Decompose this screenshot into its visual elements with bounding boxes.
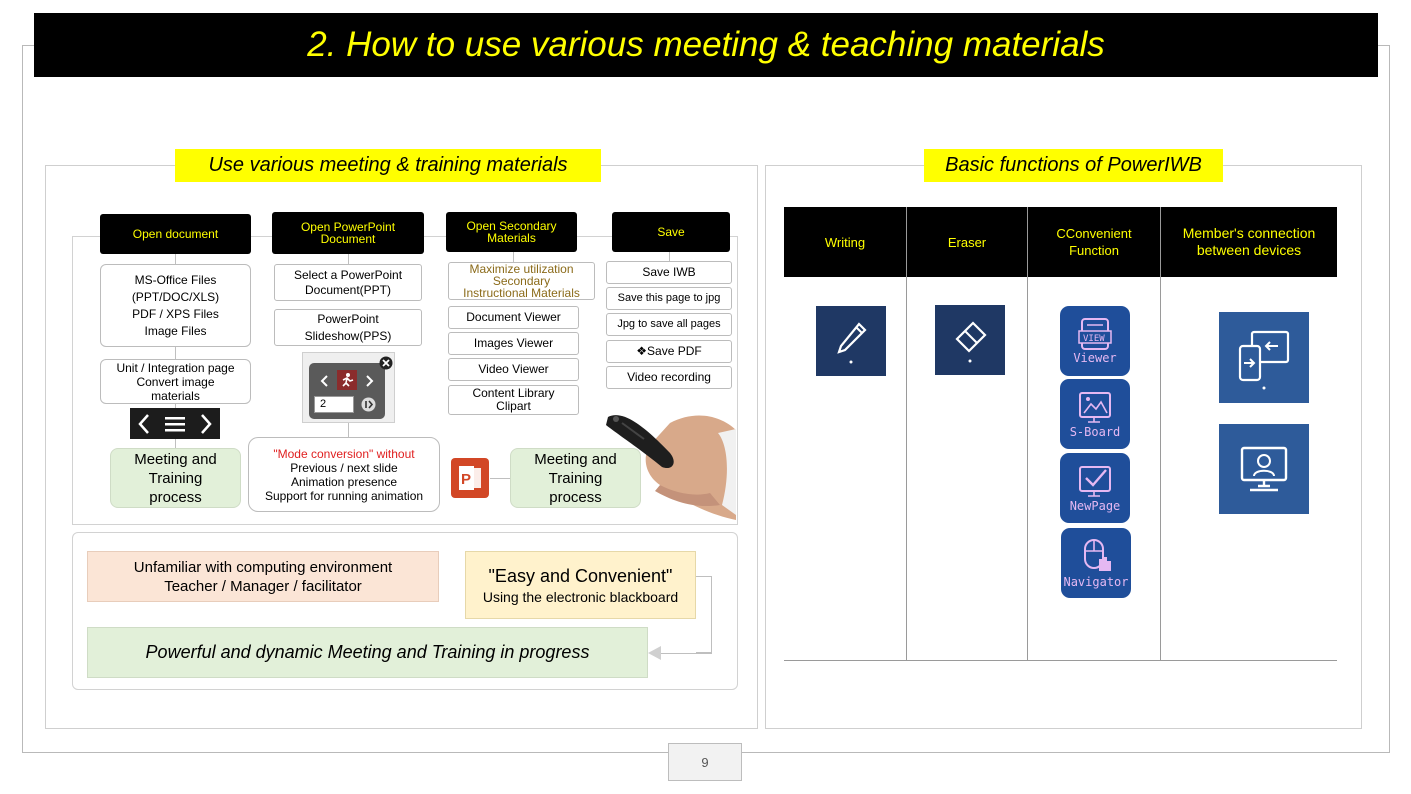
save-page-jpg-item[interactable]: Save this page to jpg — [606, 287, 732, 310]
connector — [175, 347, 176, 359]
maximize-line: Instructional Materials — [463, 286, 580, 300]
process-line: Training — [148, 469, 203, 487]
slideshow-line: PowerPoint — [317, 311, 379, 326]
process-line: process — [549, 488, 602, 506]
unfamiliar-box — [87, 551, 439, 602]
newpage-icon — [1076, 463, 1114, 499]
newpage-app-button[interactable] — [1060, 453, 1130, 523]
sboard-app-button[interactable] — [1060, 379, 1130, 449]
easy-title: "Easy and Convenient" — [488, 566, 673, 586]
process-line: Meeting and — [534, 450, 617, 468]
select-line: Select a PowerPoint — [293, 267, 403, 282]
col-eraser: Eraser — [907, 207, 1027, 277]
col-convenient — [1028, 207, 1160, 277]
next-slide-icon[interactable] — [361, 373, 377, 389]
sboard-icon — [1076, 389, 1114, 425]
open-document-header: Open document — [100, 214, 251, 254]
slide-control-widget — [302, 352, 395, 423]
meeting-process-box — [110, 448, 241, 508]
file-types-box — [100, 264, 251, 347]
navigator-label: Navigator — [1063, 575, 1129, 589]
member-monitor-button[interactable] — [1219, 424, 1309, 514]
easy-subtitle: Using the electronic blackboard — [482, 589, 679, 605]
convert-line: Unit / Integration page — [116, 360, 235, 375]
col-line: Member's connection — [1182, 225, 1316, 241]
table-divider — [1027, 207, 1028, 660]
arrow-left-icon — [648, 646, 661, 660]
play-icon[interactable] — [361, 397, 376, 412]
header-line: Materials — [487, 231, 536, 245]
feedback-arrow-line — [660, 653, 712, 654]
menu-icon[interactable] — [164, 415, 186, 433]
mode-line: Animation presence — [290, 474, 398, 489]
powerful-meeting-box: Powerful and dynamic Meeting and Training in progress — [87, 627, 648, 678]
nav-toolbar[interactable] — [130, 408, 220, 439]
right-heading: Basic functions of PowerIWB — [924, 149, 1223, 182]
file-type: Image Files — [144, 323, 207, 338]
maximize-utilization-box — [448, 262, 595, 300]
process-line: Meeting and — [134, 450, 217, 468]
table-bottom-line — [784, 660, 1337, 661]
mode-line: Previous / next slide — [290, 460, 398, 475]
easy-convenient-box — [465, 551, 696, 619]
col-line: Function — [1069, 243, 1119, 258]
navigator-app-button[interactable] — [1061, 528, 1131, 598]
left-heading: Use various meeting & training materials — [175, 149, 601, 182]
content-library-line: Content Library — [472, 386, 555, 400]
images-viewer-item[interactable]: Images Viewer — [448, 332, 579, 355]
presenter-remote-image — [600, 405, 736, 520]
document-viewer-item[interactable]: Document Viewer — [448, 306, 579, 329]
svg-text:VIEW: VIEW — [1083, 334, 1105, 344]
connector — [513, 252, 514, 262]
svg-text:P: P — [461, 471, 472, 488]
sboard-label: S-Board — [1069, 425, 1121, 439]
save-pdf-item[interactable]: ❖Save PDF — [606, 340, 732, 363]
header-line: Open PowerPoint — [300, 220, 396, 234]
slideshow-line: Slideshow(PPS) — [304, 328, 392, 343]
eraser-icon — [949, 317, 991, 363]
col-line: between devices — [1196, 242, 1302, 258]
select-ppt-box — [274, 264, 422, 301]
content-library-line: Clipart — [496, 399, 531, 413]
unfamiliar-line: Unfamiliar with computing environment — [133, 558, 393, 576]
viewer-app-button[interactable] — [1060, 306, 1130, 376]
prev-slide-icon[interactable] — [317, 373, 333, 389]
header-line: Open Secondary — [466, 219, 557, 233]
process-line: Training — [548, 469, 603, 487]
col-writing: Writing — [784, 207, 906, 277]
connector — [490, 478, 510, 479]
chevron-left-icon[interactable] — [137, 413, 151, 435]
video-viewer-item[interactable]: Video Viewer — [448, 358, 579, 381]
save-all-jpg-item[interactable]: Jpg to save all pages — [606, 313, 732, 336]
convert-box — [100, 359, 251, 404]
connector — [348, 254, 349, 264]
mode-conversion-box — [248, 437, 440, 512]
navigator-icon — [1077, 537, 1115, 575]
devices-sync-icon — [1236, 326, 1292, 390]
content-library-item[interactable] — [448, 385, 579, 415]
file-type: (PPT/DOC/XLS) — [131, 289, 220, 304]
save-iwb-item[interactable]: Save IWB — [606, 261, 732, 284]
open-secondary-header — [446, 212, 577, 252]
monitor-user-icon — [1236, 442, 1292, 496]
maximize-line: Maximize utilization — [469, 262, 574, 276]
slide-title: 2. How to use various meeting & teaching materials — [34, 13, 1378, 77]
newpage-label: NewPage — [1069, 499, 1121, 513]
page-number: 9 — [668, 743, 742, 781]
col-member — [1161, 207, 1337, 277]
eraser-tool-button[interactable] — [935, 305, 1005, 375]
unfamiliar-line: Teacher / Manager / facilitator — [164, 577, 362, 595]
maximize-line: Secondary — [492, 274, 551, 288]
table-divider — [906, 207, 907, 660]
device-connection-button[interactable] — [1219, 312, 1309, 403]
connector — [175, 254, 176, 264]
feedback-arrow-line — [696, 576, 712, 653]
open-ppt-header — [272, 212, 424, 254]
viewer-label: Viewer — [1073, 351, 1117, 365]
save-header: Save — [612, 212, 730, 252]
file-type: MS-Office Files — [134, 272, 217, 287]
header-line: Document — [320, 232, 376, 246]
file-type: PDF / XPS Files — [132, 306, 219, 321]
connector — [348, 423, 349, 437]
col-line: CConvenient — [1056, 226, 1132, 241]
view-icon — [1076, 317, 1114, 351]
pen-tool-button[interactable] — [816, 306, 886, 376]
close-icon[interactable] — [379, 356, 393, 370]
chevron-right-icon[interactable] — [199, 413, 213, 435]
slideshow-box — [274, 309, 422, 346]
slide-number-input[interactable]: 2 — [314, 396, 354, 413]
select-line: Document(PPT) — [304, 282, 392, 297]
process-line: process — [149, 488, 202, 506]
video-recording-item[interactable]: Video recording — [606, 366, 732, 389]
powerpoint-icon — [451, 458, 489, 498]
table-divider — [1160, 207, 1161, 660]
pen-icon — [831, 318, 871, 364]
mode-line: Support for running animation — [264, 488, 424, 503]
mode-conversion-title: "Mode conversion" without — [273, 446, 415, 461]
convert-line: materials — [151, 388, 200, 403]
run-icon[interactable] — [337, 370, 357, 390]
convert-line: Convert image — [136, 374, 215, 389]
